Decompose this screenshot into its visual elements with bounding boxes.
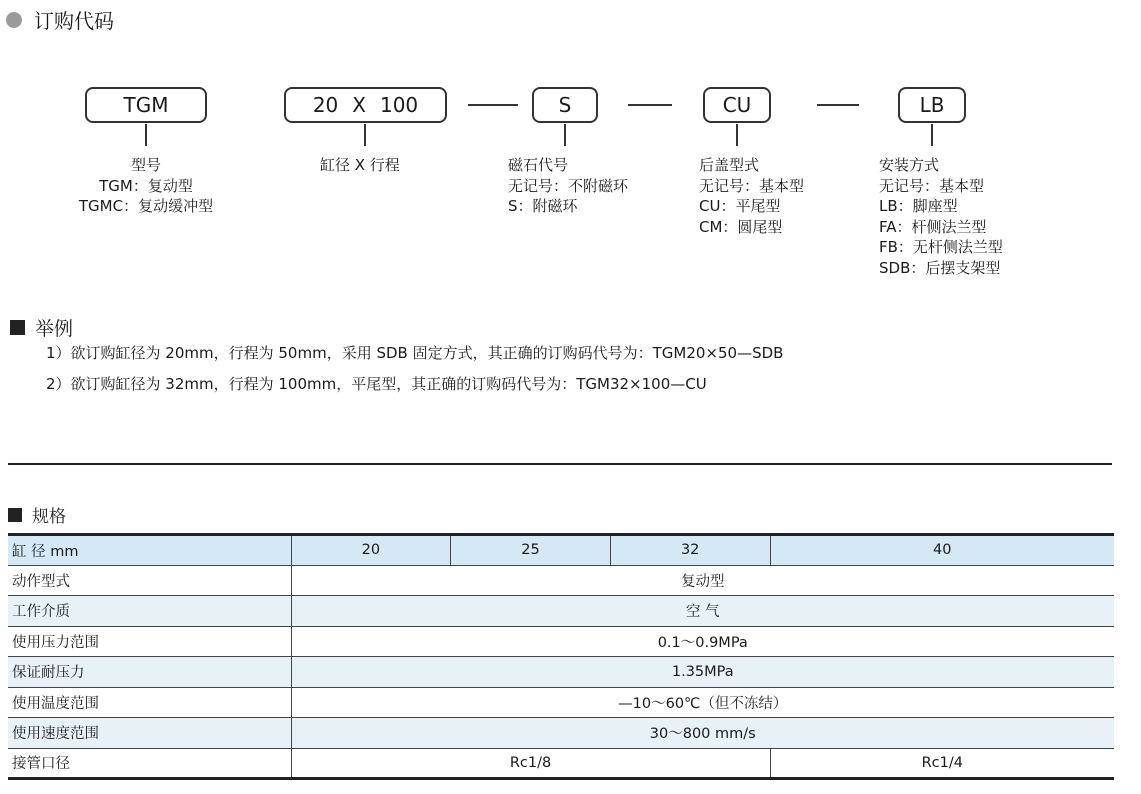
bullet-circle-icon [6, 12, 22, 28]
example-heading [10, 314, 73, 341]
table-row [8, 748, 1114, 779]
leader-line [145, 124, 147, 146]
example-item: 1）欲订购缸径为 20mm，行程为 50mm，采用 SDB 固定方式，其正确的订购码代号为：TGM20×50—SDB [46, 344, 784, 362]
magnet-desc-line: 无记号：不附磁环 [508, 176, 629, 195]
mount-desc-line: 无记号：基本型 [879, 176, 985, 195]
row-value: 0.1～0.9MPa [291, 626, 1114, 657]
table-row [8, 626, 1114, 657]
order-code-title: 订购代码 [34, 9, 114, 33]
mount-code-box [898, 87, 966, 123]
row-label: 使用速度范围 [8, 718, 291, 749]
mount-desc-line: SDB：后摆支架型 [879, 258, 1001, 277]
cover-code-box [703, 87, 771, 123]
row-value: —10～60℃（但不冻结） [291, 687, 1114, 718]
order-code-heading [6, 5, 114, 34]
table-row [8, 687, 1114, 718]
cover-desc-title: 后盖型式 [699, 156, 760, 174]
bullet-square-icon [8, 508, 22, 522]
row-value: 空 气 [291, 596, 1114, 627]
row-value: 1.35MPa [291, 657, 1114, 688]
row-value: 30～800 mm/s [291, 718, 1114, 749]
row-value: Rc1/8 [291, 748, 770, 779]
bore-stroke-description [320, 155, 400, 176]
table-row [8, 657, 1114, 688]
times-sign: X [352, 93, 366, 117]
row-label: 接管口径 [8, 748, 291, 779]
magnet-description [508, 155, 628, 217]
table-row [8, 718, 1114, 749]
model-code-box [85, 87, 207, 123]
row-label: 使用压力范围 [8, 626, 291, 657]
magnet-code-box [532, 87, 598, 123]
cover-code: CU [722, 93, 752, 117]
row-label: 保证耐压力 [8, 657, 291, 688]
row-value: 复动型 [291, 565, 1114, 596]
connector-dash [817, 104, 859, 106]
example-title: 举例 [35, 318, 74, 340]
cover-desc-line: CU：平尾型 [699, 197, 781, 215]
model-desc-title: 型号 [130, 156, 161, 174]
bore-code: 20 [312, 93, 339, 117]
cover-desc-line: 无记号：基本型 [699, 176, 805, 195]
magnet-desc-title: 磁石代号 [508, 156, 569, 174]
leader-line [931, 124, 933, 146]
row-value: Rc1/4 [770, 748, 1114, 779]
magnet-desc-line: S：附磁环 [508, 197, 578, 215]
spec-heading [8, 502, 66, 527]
mount-code: LB [919, 93, 945, 117]
leader-line [736, 124, 738, 146]
table-row [8, 565, 1114, 596]
table-row [8, 596, 1114, 627]
connector-dash [468, 104, 518, 106]
mount-desc-title: 安装方式 [879, 156, 940, 174]
model-desc-line: TGMC：复动缓冲型 [78, 197, 214, 215]
example-item: 2）欲订购缸径为 32mm，行程为 100mm，平尾型，其正确的订购码代号为：TGM32×100—CU [46, 375, 707, 393]
leader-line [564, 124, 566, 146]
bullet-square-icon [10, 320, 25, 335]
stroke-code: 100 [379, 93, 419, 117]
mount-description [879, 155, 1003, 278]
spec-title: 规格 [32, 507, 66, 527]
cover-description [699, 155, 804, 237]
table-header-row [8, 535, 1114, 566]
connector-dash [628, 104, 672, 106]
bore-value: 25 [451, 535, 611, 566]
bore-stroke-code-box [284, 87, 447, 123]
section-divider [8, 463, 1112, 465]
table-header-label: 缸 径 mm [8, 535, 291, 566]
leader-line [364, 124, 366, 146]
model-description [60, 155, 232, 217]
row-label: 动作型式 [8, 565, 291, 596]
bore-stroke-desc-title: 缸径 X 行程 [320, 156, 400, 174]
magnet-code: S [558, 93, 572, 117]
bore-value: 32 [610, 535, 770, 566]
row-label: 使用温度范围 [8, 687, 291, 718]
spec-table [8, 533, 1114, 780]
bore-value: 20 [291, 535, 451, 566]
model-code: TGM [123, 93, 169, 117]
bore-value: 40 [770, 535, 1114, 566]
cover-desc-line: CM：圆尾型 [699, 217, 783, 236]
row-label: 工作介质 [8, 596, 291, 627]
mount-desc-line: LB：脚座型 [879, 197, 958, 215]
model-desc-line: TGM：复动型 [99, 176, 193, 195]
mount-desc-line: FA：杆侧法兰型 [879, 217, 987, 236]
mount-desc-line: FB：无杆侧法兰型 [879, 238, 1003, 256]
